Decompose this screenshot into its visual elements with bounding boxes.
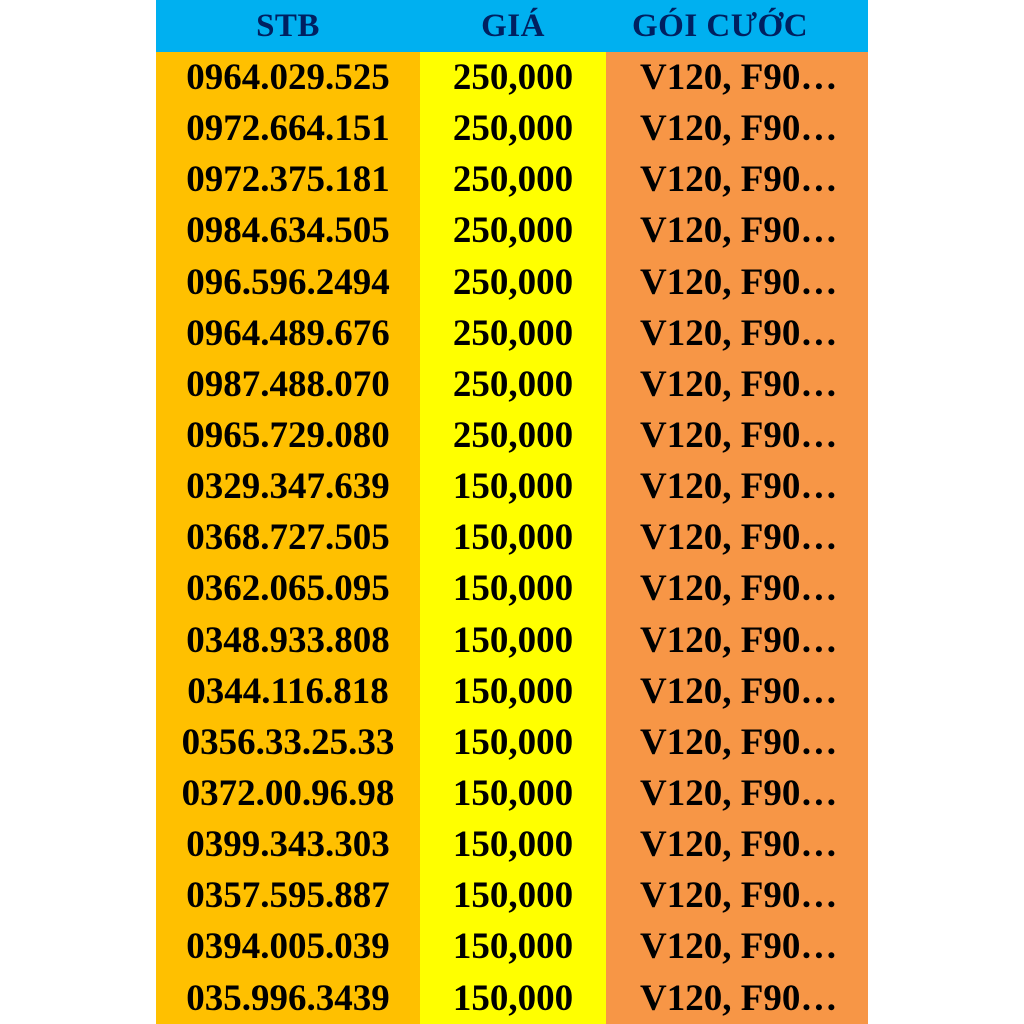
phone-number-cell: 0972.375.181: [156, 154, 420, 205]
price-cell: 250,000: [420, 257, 606, 308]
package-cell: V120, F90…: [606, 359, 868, 410]
phone-number-cell: 0362.065.095: [156, 563, 420, 614]
price-cell: 150,000: [420, 921, 606, 972]
price-cell: 150,000: [420, 768, 606, 819]
package-cell: V120, F90…: [606, 870, 868, 921]
package-cell: V120, F90…: [606, 52, 868, 103]
package-cell: V120, F90…: [606, 103, 868, 154]
phone-number-cell: 0399.343.303: [156, 819, 420, 870]
price-cell: 150,000: [420, 666, 606, 717]
package-cell: V120, F90…: [606, 410, 868, 461]
package-cell: V120, F90…: [606, 308, 868, 359]
package-cell: V120, F90…: [606, 257, 868, 308]
phone-number-cell: 0964.489.676: [156, 308, 420, 359]
package-cell: V120, F90…: [606, 768, 868, 819]
package-cell: V120, F90…: [606, 819, 868, 870]
phone-number-cell: 0984.634.505: [156, 205, 420, 256]
header-gia: GIÁ: [420, 0, 606, 52]
price-cell: 250,000: [420, 103, 606, 154]
price-cell: 150,000: [420, 461, 606, 512]
price-cell: 150,000: [420, 512, 606, 563]
price-cell: 150,000: [420, 563, 606, 614]
package-cell: V120, F90…: [606, 973, 868, 1024]
sim-price-table: [156, 0, 868, 1024]
phone-number-cell: 096.596.2494: [156, 257, 420, 308]
package-cell: V120, F90…: [606, 154, 868, 205]
price-cell: 250,000: [420, 52, 606, 103]
package-cell: V120, F90…: [606, 921, 868, 972]
price-cell: 150,000: [420, 870, 606, 921]
phone-number-cell: 0344.116.818: [156, 666, 420, 717]
phone-number-cell: 0329.347.639: [156, 461, 420, 512]
header-stb: STB: [156, 0, 420, 52]
price-cell: 250,000: [420, 308, 606, 359]
phone-number-cell: 0965.729.080: [156, 410, 420, 461]
price-cell: 150,000: [420, 973, 606, 1024]
phone-number-cell: 0368.727.505: [156, 512, 420, 563]
price-cell: 250,000: [420, 205, 606, 256]
phone-number-cell: 0972.664.151: [156, 103, 420, 154]
package-cell: V120, F90…: [606, 666, 868, 717]
price-cell: 150,000: [420, 717, 606, 768]
phone-number-cell: 0964.029.525: [156, 52, 420, 103]
price-cell: 150,000: [420, 615, 606, 666]
header-goi-cuoc: GÓI CƯỚC: [606, 0, 868, 52]
package-cell: V120, F90…: [606, 205, 868, 256]
phone-number-cell: 0372.00.96.98: [156, 768, 420, 819]
package-cell: V120, F90…: [606, 615, 868, 666]
phone-number-cell: 0356.33.25.33: [156, 717, 420, 768]
package-cell: V120, F90…: [606, 512, 868, 563]
package-cell: V120, F90…: [606, 563, 868, 614]
phone-number-cell: 035.996.3439: [156, 973, 420, 1024]
package-cell: V120, F90…: [606, 717, 868, 768]
price-cell: 150,000: [420, 819, 606, 870]
phone-number-cell: 0987.488.070: [156, 359, 420, 410]
package-cell: V120, F90…: [606, 461, 868, 512]
price-cell: 250,000: [420, 154, 606, 205]
price-cell: 250,000: [420, 410, 606, 461]
phone-number-cell: 0394.005.039: [156, 921, 420, 972]
price-cell: 250,000: [420, 359, 606, 410]
phone-number-cell: 0348.933.808: [156, 615, 420, 666]
phone-number-cell: 0357.595.887: [156, 870, 420, 921]
